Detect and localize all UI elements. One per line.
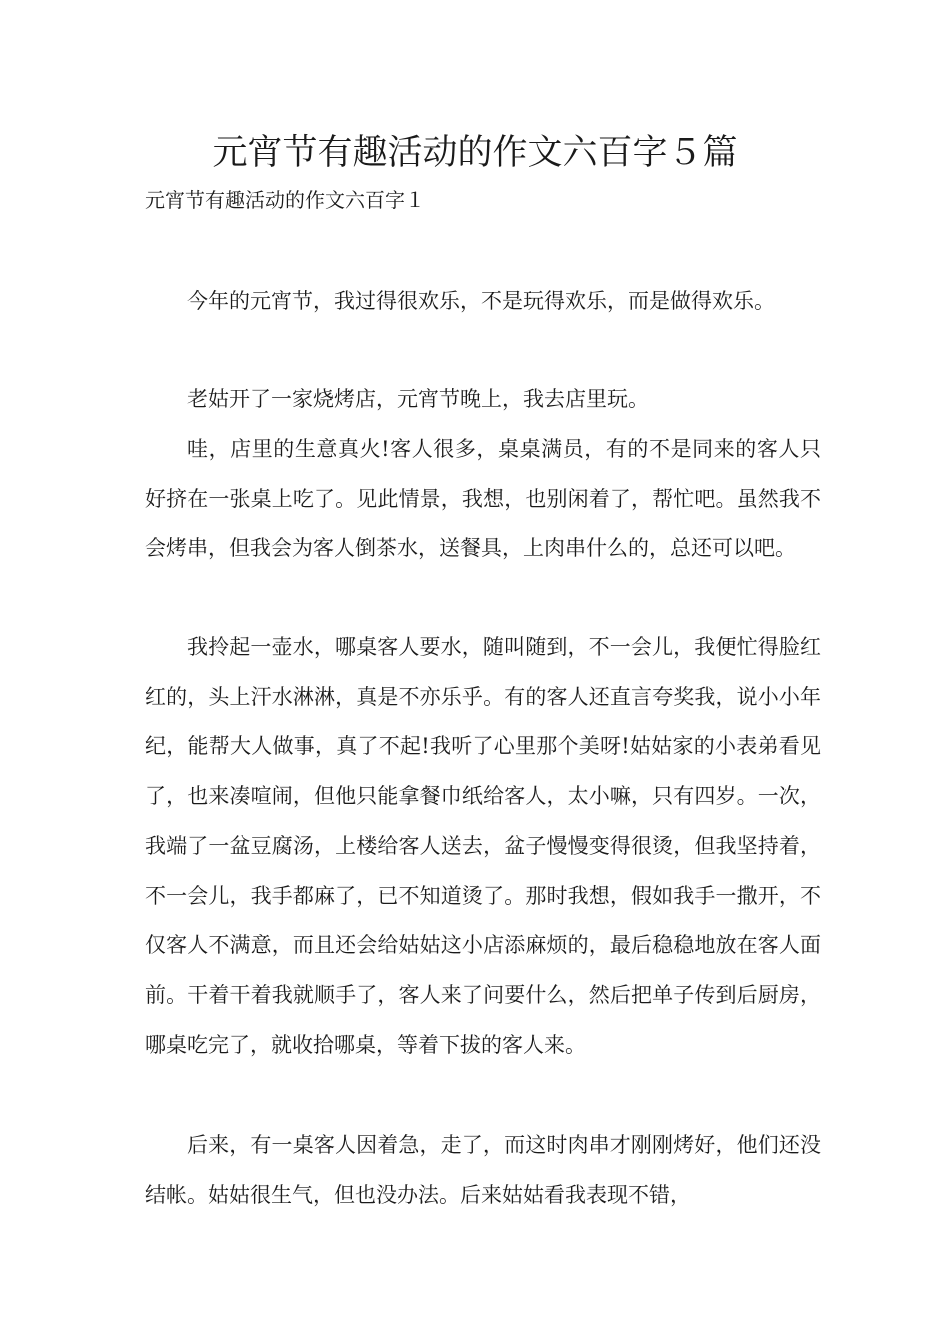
document-title: 元宵节有趣活动的作文六百字５篇	[212, 133, 738, 173]
document-subtitle: 元宵节有趣活动的作文六百字１	[145, 188, 425, 212]
paragraph: 老姑开了一家烧烤店，元宵节晚上，我去店里玩。	[187, 387, 649, 411]
paragraph: 哇，店里的生意真火!客人很多，桌桌满员，有的不是同来的客人只好挤在一张桌上吃了。见此情景，我想，也别闲着了，帮忙吧。虽然我不会烤串，但我会为客人倒茶水，送餐具，上肉串什么的，总还可以吧。	[145, 437, 821, 561]
paragraph: 今年的元宵节，我过得很欢乐，不是玩得欢乐，而是做得欢乐。	[187, 289, 775, 313]
paragraph: 我拎起一壶水，哪桌客人要水，随叫随到，不一会儿，我便忙得脸红红的，头上汗水淋淋，真是不亦乐乎。有的客人还直言夸奖我，说小小年纪，能帮大人做事，真了不起!我听了心里那个美呀!姑姑家的小表弟看见了，也来凑喧闹，但他只能拿餐巾纸给客人，太小嘛，只有四岁。一次，我端了一盆豆腐汤，上楼给客人送去，盆子慢慢变得很烫，但我坚持着，不一会儿，我手都麻了，已不知道烫了。那时我想，假如我手一撒开，不仅客人不满意，而且还会给姑姑这小店添麻烦的，最后稳稳地放在客人面前。干着干着我就顺手了，客人来了问要什么，然后把单子传到后厨房，哪桌吃完了，就收拾哪桌，等着下拔的客人来。	[145, 635, 821, 1057]
paragraph: 后来，有一桌客人因着急，走了，而这时肉串才刚刚烤好，他们还没结帐。姑姑很生气，但也没办法。后来姑姑看我表现不错，	[145, 1133, 821, 1207]
